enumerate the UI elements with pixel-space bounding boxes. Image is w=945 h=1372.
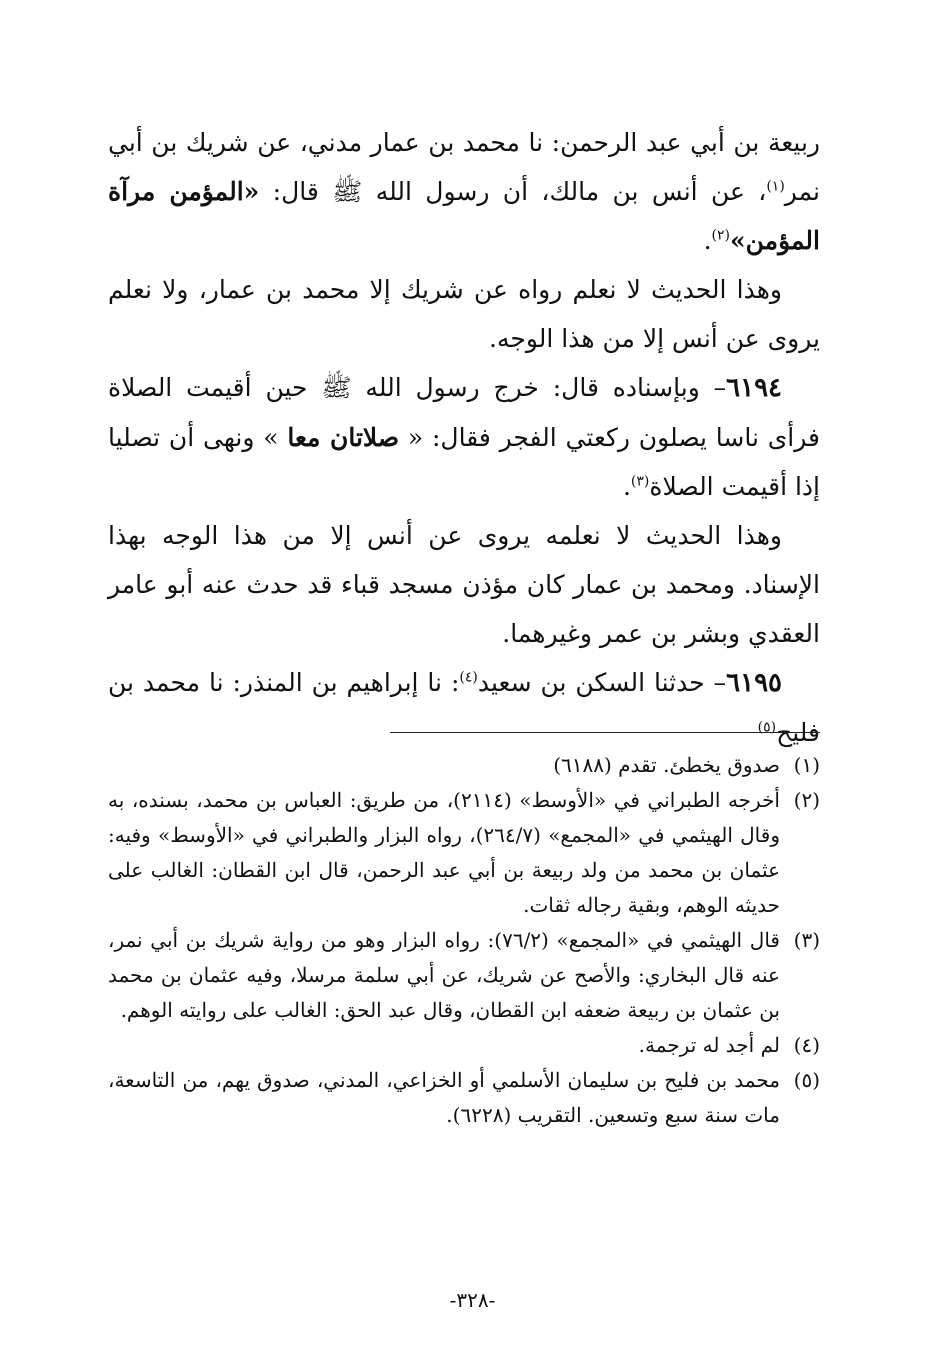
hadith-quote: صلاتان معا xyxy=(287,423,400,452)
paragraph-4 xyxy=(108,511,820,658)
paragraph-text: ربيعة بن أبي عبد الرحمن: نا محمد بن عمار مدني، عن شريك بن أبي نمر xyxy=(108,128,820,206)
footnote-text: صدوق يخطئ. تقدم (٦١٨٨) xyxy=(553,753,780,777)
footnote-ref[interactable]: (١) xyxy=(766,178,785,195)
hadith-number: ٦١٩٤ xyxy=(726,373,782,403)
footnote-ref[interactable]: (٢) xyxy=(711,227,731,244)
paragraph-text: : نا إبراهيم بن المنذر: نا محمد بن فليح xyxy=(108,668,820,747)
footnote-text: لم أجد له ترجمة. xyxy=(638,1033,780,1057)
footnote-4 xyxy=(108,1028,820,1063)
footnote-ref[interactable]: (٤) xyxy=(459,669,478,686)
paragraph-2 xyxy=(108,265,820,363)
footnote-text: محمد بن فليح بن سليمان الأسلمي أو الخزاعي، المدني، صدوق يهم، من التاسعة، مات سنة سبع وتسعين. التقريب (٦٢٢٨). xyxy=(108,1068,780,1127)
paragraph-3 xyxy=(108,363,820,511)
footnote-text: أخرجه الطبراني في «الأوسط» (٢١١٤)، من طريق: العباس بن محمد، بسنده، به وقال الهيثمي في «المجمع» (٢٦٤/٧)، رواه البزار والطبراني في «الأوسط» وفيه: عثمان بن محمد من ولد ربيعة بن أبي عبد الرحمن، قال ابن القطان: الغالب على حديثه الوهم، وبقية رجاله ثقات. xyxy=(108,788,780,917)
main-text xyxy=(108,118,820,757)
paragraph-text: . xyxy=(622,472,631,501)
footnote-number: (١) xyxy=(793,753,820,777)
footnote-text: قال الهيثمي في «المجمع» (٧٦/٢): رواه البزار وهو من رواية شريك بن أبي نمر، عنه قال البخاري: والأصح عن شريك، عن أبي سلمة مرسلا، وفيه عثمان بن محمد بن عثمان بن ربيعة ضعفه ابن القطان، وقال عبد الحق: الغالب على روايته الوهم. xyxy=(108,928,780,1022)
footnote-ref[interactable]: (٣) xyxy=(630,473,650,490)
paragraph-text: وهذا الحديث لا نعلم رواه عن شريك إلا محمد بن عمار، ولا نعلم يروى عن أنس إلا من هذا الوجه. xyxy=(108,275,820,353)
paragraph-5 xyxy=(108,658,820,757)
footnote-number: (٥) xyxy=(793,1068,820,1092)
footnote-1 xyxy=(108,748,820,783)
paragraph-1 xyxy=(108,118,820,265)
footnote-3 xyxy=(108,923,820,1028)
hadith-quote: «المؤمن مرآة المؤمن» xyxy=(108,177,820,255)
paragraph-text: – حدثنا السكن بن سعيد xyxy=(477,668,727,697)
footnote-number: (٣) xyxy=(793,928,820,952)
footnotes xyxy=(108,748,820,1133)
footnote-number: (٤) xyxy=(793,1033,820,1057)
paragraph-text: . xyxy=(703,226,712,255)
footnote-ref[interactable]: (٥) xyxy=(757,719,777,736)
hadith-number: ٦١٩٥ xyxy=(726,668,782,698)
footnote-2 xyxy=(108,783,820,923)
footnote-separator xyxy=(390,732,820,733)
paragraph-text: – وبإسناده قال: خرج رسول الله ﷺ حين أقيمت الصلاة فرأى ناسا يصلون ركعتي الفجر فقال: « xyxy=(108,373,821,452)
paragraph-text: » ونهى أن تصليا إذا أقيمت الصلاة xyxy=(108,423,820,501)
footnote-number: (٢) xyxy=(793,788,820,812)
page-number: -٣٢٨- xyxy=(449,1288,496,1312)
footnote-5 xyxy=(108,1063,820,1133)
paragraph-text: ، عن أنس بن مالك، أن رسول الله ﷺ قال: xyxy=(259,177,767,206)
paragraph-text: وهذا الحديث لا نعلمه يروى عن أنس إلا من هذا الوجه بهذا الإسناد. ومحمد بن عمار كان مؤذن مسجد قباء قد حدث عنه أبو عامر العقدي وبشر بن عمر وغيرهما. xyxy=(108,521,820,648)
